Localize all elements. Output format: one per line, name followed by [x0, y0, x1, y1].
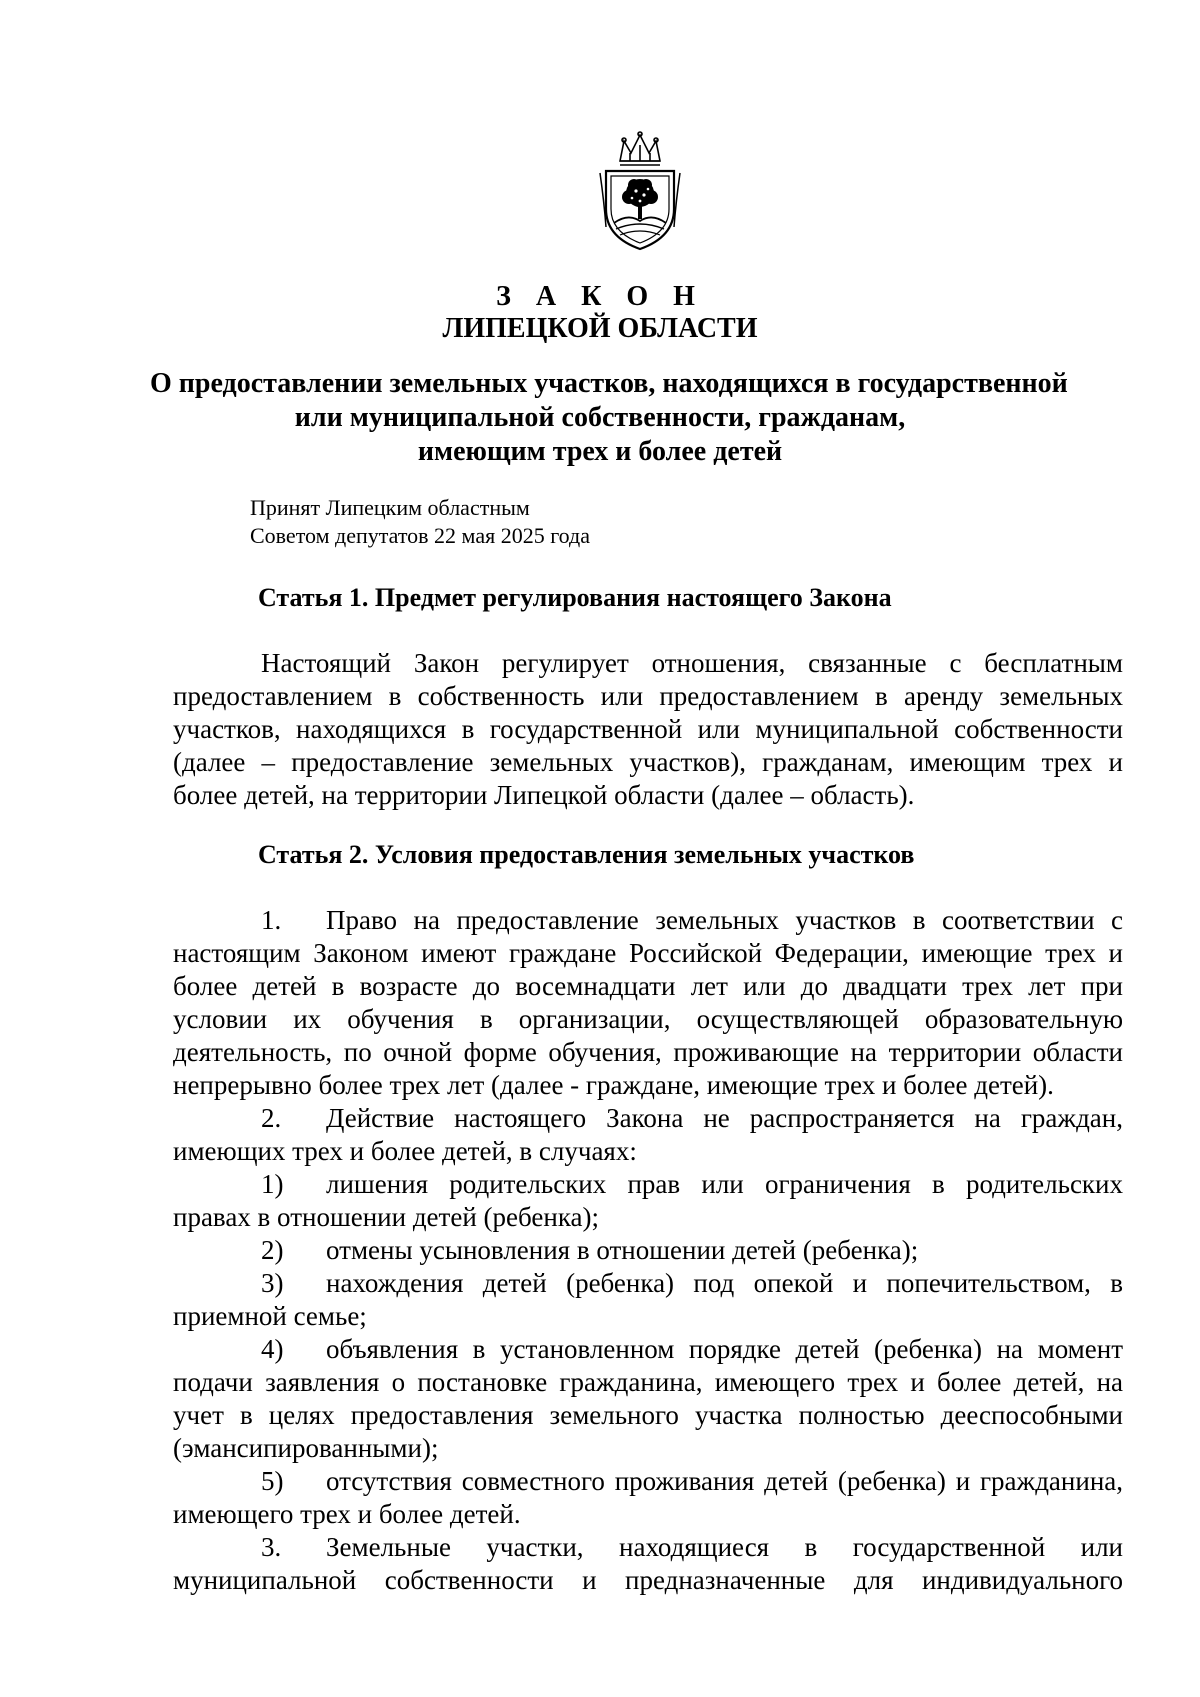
- article-1-text: [173, 647, 1123, 812]
- law-title-line: О предоставлении земельных участков, находящихся в государственной: [150, 368, 1068, 399]
- item-text: Земельные участки, находящиеся в государственной или: [326, 1532, 1123, 1562]
- item-number: 2): [261, 1235, 284, 1265]
- list-item-first-line: [173, 1168, 1123, 1201]
- item-number: 1): [261, 1169, 284, 1199]
- item-text: отсутствия совместного проживания детей (ребенка) и гражданина,: [326, 1466, 1123, 1496]
- adoption-note: [250, 494, 590, 550]
- list-item-first-line: [173, 1102, 1123, 1135]
- item-text: отмены усыновления в отношении детей (ребенка);: [326, 1235, 919, 1265]
- paragraph-line: Настоящий Закон регулирует отношения, связанные с бесплатным: [261, 648, 1123, 678]
- list-item-first-line: [173, 904, 1123, 937]
- paragraph-line: подачи заявления о постановке гражданина, имеющего трех и более детей, на: [173, 1367, 1123, 1397]
- paragraph-line: правах в отношении детей (ребенка);: [173, 1202, 600, 1232]
- adoption-line: Принят Липецким областным: [250, 495, 530, 520]
- law-title: [150, 367, 1068, 469]
- paragraph-line: имеющего трех и более детей.: [173, 1499, 521, 1529]
- item-text: Действие настоящего Закона не распространяется на граждан,: [326, 1103, 1123, 1133]
- paragraph-line: условии их обучения в организации, осуществляющей образовательную: [173, 1004, 1123, 1034]
- paragraph-line: приемной семье;: [173, 1301, 367, 1331]
- item-number: 3.: [261, 1532, 282, 1562]
- coat-of-arms-emblem: [598, 131, 682, 253]
- law-region-heading: ЛИПЕЦКОЙ ОБЛАСТИ: [442, 313, 758, 344]
- item-number: 4): [261, 1334, 284, 1364]
- paragraph-line: муниципальной собственности и предназначенные для индивидуального: [173, 1565, 1123, 1595]
- paragraph-line: участков, находящихся в государственной или муниципальной собственности: [173, 714, 1123, 744]
- article-2-heading: Статья 2. Условия предоставления земельных участков: [258, 840, 915, 869]
- list-item-first-line: [173, 1465, 1123, 1498]
- paragraph-line: предоставлением в собственность или предоставлением в аренду земельных: [173, 681, 1123, 711]
- item-text: объявления в установленном порядке детей (ребенка) на момент: [326, 1334, 1123, 1364]
- paragraph-line: более детей в возрасте до восемнадцати лет или до двадцати трех лет при: [173, 971, 1123, 1001]
- item-text: лишения родительских прав или ограничения в родительских: [326, 1169, 1123, 1199]
- item-number: 3): [261, 1268, 284, 1298]
- article-2-text: [173, 904, 1123, 1597]
- item-text: Право на предоставление земельных участков в соответствии с: [326, 905, 1123, 935]
- adoption-line: Советом депутатов 22 мая 2025 года: [250, 523, 591, 548]
- list-item-first-line: [173, 1234, 1123, 1267]
- list-item-first-line: [173, 1267, 1123, 1300]
- paragraph-line: деятельность, по очной форме обучения, проживающие на территории области: [173, 1037, 1123, 1067]
- list-item-first-line: [173, 1333, 1123, 1366]
- paragraph-line: имеющих трех и более детей, в случаях:: [173, 1136, 637, 1166]
- paragraph-line: более детей, на территории Липецкой области (далее – область).: [173, 780, 915, 810]
- item-number: 5): [261, 1466, 284, 1496]
- article-1-heading: Статья 1. Предмет регулирования настоящего Закона: [258, 583, 892, 612]
- item-number: 1.: [261, 905, 282, 935]
- item-number: 2.: [261, 1103, 282, 1133]
- item-text: нахождения детей (ребенка) под опекой и попечительством, в: [326, 1268, 1123, 1298]
- law-title-line: или муниципальной собственности, гражданам,: [294, 402, 906, 433]
- paragraph-line: учет в целях предоставления земельного участка полностью дееспособными: [173, 1400, 1123, 1430]
- list-item-first-line: [173, 1531, 1123, 1564]
- law-title-line: имеющим трех и более детей: [417, 436, 783, 467]
- law-type-heading: З А К О Н: [496, 281, 704, 312]
- paragraph-line: (далее – предоставление земельных участков), гражданам, имеющим трех и: [173, 747, 1123, 777]
- paragraph-line: непрерывно более трех лет (далее - граждане, имеющие трех и более детей).: [173, 1070, 1054, 1100]
- paragraph-line: настоящим Законом имеют граждане Российской Федерации, имеющие трех и: [173, 938, 1123, 968]
- paragraph-line: (эмансипированными);: [173, 1433, 439, 1463]
